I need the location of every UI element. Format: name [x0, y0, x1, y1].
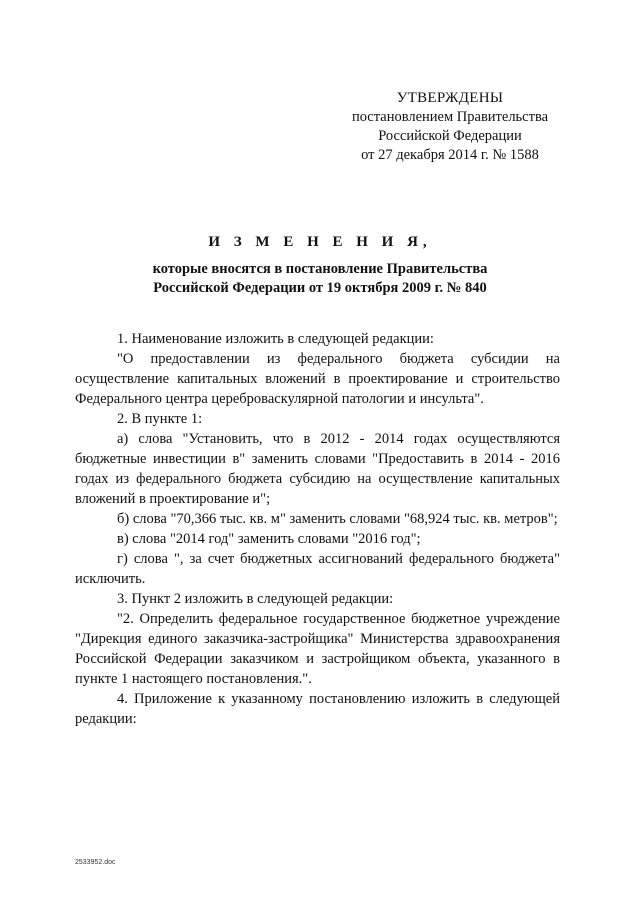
paragraph: "2. Определить федеральное государственное бюджетное учреждение "Дирекция единого заказчика-застройщика" Министерства здравоохранения Российской Федерации заказчиком и застройщиком объекта, указанного в пункте 1 настоящего постановления.".	[75, 611, 560, 687]
subtitle-line: Российской Федерации от 19 октября 2009 г. № 840	[153, 280, 487, 296]
paragraph: 3. Пункт 2 изложить в следующей редакции:	[117, 591, 394, 607]
paragraph: б) слова "70,366 тыс. кв. м" заменить словами "68,924 тыс. кв. метров";	[117, 511, 558, 527]
paragraph: а) слова "Установить, что в 2012 - 2014 годах осуществляются бюджетные инвестиции в" заменить словами "Предоставить в 2014 - 2016 годах из федерального бюджета субсидию на осуществление капитальных вложений в проектирование и";	[75, 431, 560, 507]
approval-line: постановлением Правительства	[351, 109, 549, 125]
paragraph: в) слова "2014 год" заменить словами "2016 год";	[117, 531, 421, 547]
paragraph: 4. Приложение к указанному постановлению изложить в следующей редакции:	[75, 691, 560, 727]
document-title: И З М Е Н Е Н И Я,	[208, 234, 432, 250]
paragraph: "О предоставлении из федерального бюджета субсидии на осуществление капитальных вложений в проектирование и строительство Федерального центра цереброваскулярной патологии и инсульта".	[75, 351, 560, 407]
subtitle-line: которые вносятся в постановление Правительства	[152, 261, 488, 277]
paragraph: 1. Наименование изложить в следующей редакции:	[117, 331, 434, 347]
approval-line: Российской Федерации	[378, 128, 522, 144]
approval-title: УТВЕРЖДЕНЫ	[396, 90, 504, 106]
paragraph: 2. В пункте 1:	[117, 411, 203, 427]
document-subtitle	[60, 260, 580, 298]
approval-block	[320, 89, 580, 165]
footer-filename: 2533952.doc	[75, 859, 116, 866]
approval-date-number: от 27 декабря 2014 г. № 1588	[361, 147, 539, 163]
document-body	[75, 329, 560, 729]
paragraph: г) слова ", за счет бюджетных ассигнований федерального бюджета" исключить.	[75, 551, 560, 587]
